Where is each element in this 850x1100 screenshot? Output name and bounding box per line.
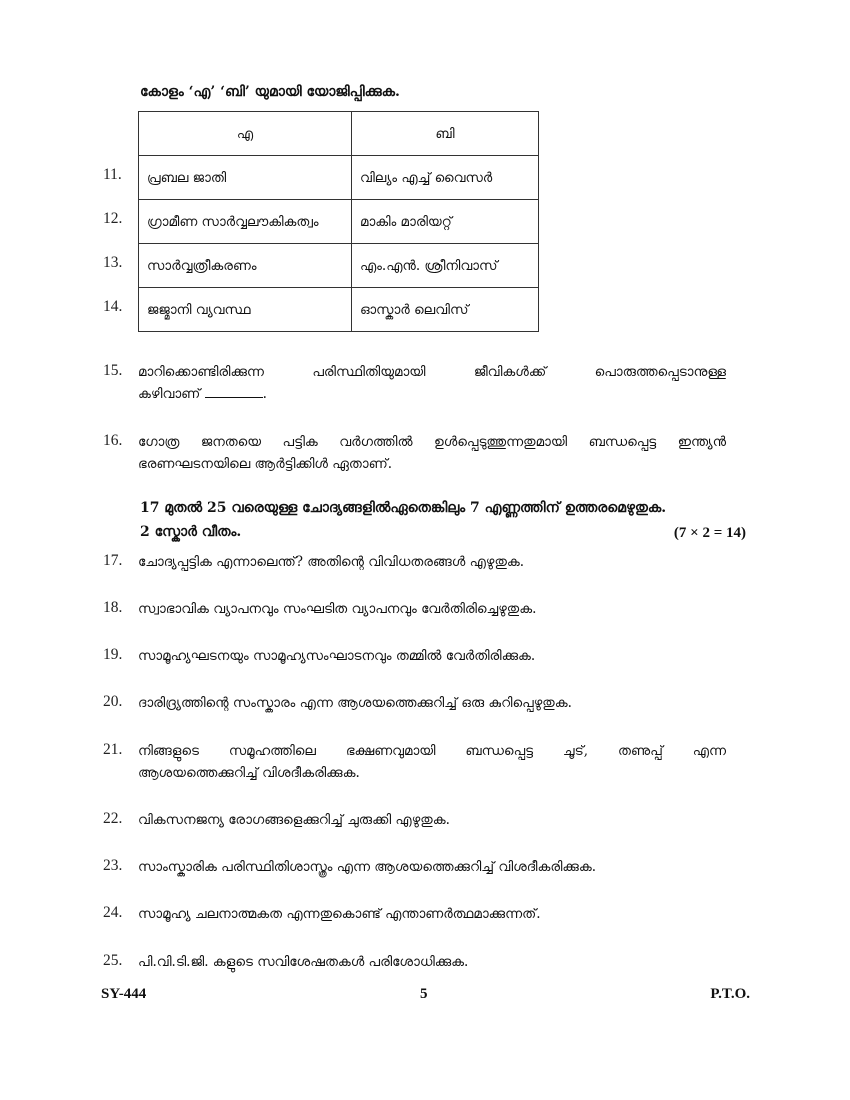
question-number: 11.	[103, 166, 122, 183]
question-number: 16.	[103, 432, 123, 449]
question-21-line-1: നിങ്ങളുടെ സമൂഹത്തിലെ ഭക്ഷണവുമായി ബന്ധപ്പെട്ട ചൂട്, തണുപ്പ് എന്ന	[138, 743, 726, 759]
column-b-cell: ഓസ്കാർ ലെവിസ്	[352, 288, 539, 332]
match-table	[138, 111, 539, 332]
question-number: 19.	[103, 646, 123, 663]
question-text: സാമൂഹ്യഘടനയും സാമൂഹ്യസംഘാടനവും തമ്മിൽ വേർതിരിക്കുക.	[138, 648, 536, 664]
column-b-header: ബി	[352, 112, 539, 156]
question-15-end: .	[262, 386, 267, 402]
column-a-header: എ	[139, 112, 352, 156]
fill-in-blank	[205, 383, 263, 398]
question-number: 20.	[103, 693, 123, 710]
marks-each: 2 സ്കോർ വീതം.	[140, 524, 242, 540]
pto-label: P.T.O.	[710, 986, 750, 1002]
table-row	[139, 200, 539, 244]
question-number: 25.	[103, 952, 123, 969]
column-a-cell: ഗ്രാമീണ സാർവ്വലൗകികത്വം	[139, 200, 352, 244]
question-number: 12.	[103, 210, 123, 227]
question-text: സാമൂഹ്യ ചലനാത്മകത എന്നതുകൊണ്ട് എന്താണർത്ഥമാക്കുന്നത്.	[138, 906, 541, 922]
column-a-cell: സാർവ്വത്രീകരണം	[139, 244, 352, 288]
question-number: 14.	[103, 298, 123, 315]
column-a-cell: പ്രബല ജാതി	[139, 156, 352, 200]
question-number: 21.	[103, 741, 123, 758]
question-number: 23.	[103, 857, 123, 874]
page-number: 5	[420, 986, 428, 1002]
question-number: 15.	[103, 362, 123, 379]
column-a-cell: ജജ്മാനി വ്യവസ്ഥ	[139, 288, 352, 332]
column-b-cell: വില്യം എച്ച് വൈസർ	[352, 156, 539, 200]
total-marks: (7 × 2 = 14)	[673, 525, 746, 541]
question-text: ദാരിദ്ര്യത്തിന്റെ സംസ്കാരം എന്ന ആശയത്തെക്കുറിച്ച് ഒരു കുറിപ്പെഴുതുക.	[138, 695, 572, 711]
question-15-line-1: മാറിക്കൊണ്ടിരിക്കുന്ന പരിസ്ഥിതിയുമായി ജീവികൾക്ക് പൊരുത്തപ്പെടാനുള്ള	[138, 364, 726, 380]
match-table-header	[139, 112, 539, 156]
column-b-cell: മാകിം മാരിയറ്റ്	[352, 200, 539, 244]
question-text: വികസനജന്യ രോഗങ്ങളെക്കുറിച്ച് ചുരുക്കി എഴുതുക.	[138, 812, 450, 828]
paper-code: SY-444	[101, 986, 147, 1002]
column-b-cell: എം.എൻ. ശ്രീനിവാസ്	[352, 244, 539, 288]
question-15-text: കഴിവാണ്	[138, 386, 201, 402]
question-text: സ്വാഭാവിക വ്യാപനവും സംഘടിത വ്യാപനവും വേർതിരിച്ചെഴുതുക.	[138, 601, 537, 617]
match-instruction: കോളം ‘എ’ ‘ബി’ യുമായി യോജിപ്പിക്കുക.	[140, 84, 400, 100]
question-15-line-2	[138, 383, 267, 405]
question-text: ചോദ്യപ്പട്ടിക എന്നാലെന്ത്? അതിന്റെ വിവിധതരങ്ങൾ എഴുതുക.	[138, 554, 525, 570]
question-text: സാംസ്കാരിക പരിസ്ഥിതിശാസ്ത്രം എന്ന ആശയത്തെക്കുറിച്ച് വിശദീകരിക്കുക.	[138, 859, 597, 875]
question-number: 13.	[103, 254, 123, 271]
table-row	[139, 156, 539, 200]
question-number: 22.	[103, 810, 123, 827]
question-16-line-2: ഭരണഘടനയിലെ ആർട്ടിക്കിൾ ഏതാണ്.	[138, 456, 392, 472]
question-number: 24.	[103, 904, 123, 921]
table-row	[139, 288, 539, 332]
question-number: 18.	[103, 599, 123, 616]
table-row	[139, 244, 539, 288]
question-text: പി.വി.ടി.ജി. കളുടെ സവിശേഷതകൾ പരിശോധിക്കുക.	[138, 954, 469, 970]
section-2-instruction: 17 മുതൽ 25 വരെയുള്ള ചോദ്യങ്ങളിൽഏതെങ്കിലും 7 എണ്ണത്തിന് ഉത്തരമെഴുതുക.	[140, 500, 667, 516]
question-16-line-1: ഗോത്ര ജനതയെ പട്ടിക വർഗത്തിൽ ഉൾപ്പെടുത്തുന്നതുമായി ബന്ധപ്പെട്ട ഇന്ത്യൻ	[138, 434, 726, 450]
question-number: 17.	[103, 552, 123, 569]
question-21-line-2: ആശയത്തെക്കുറിച്ച് വിശദീകരിക്കുക.	[138, 765, 360, 781]
